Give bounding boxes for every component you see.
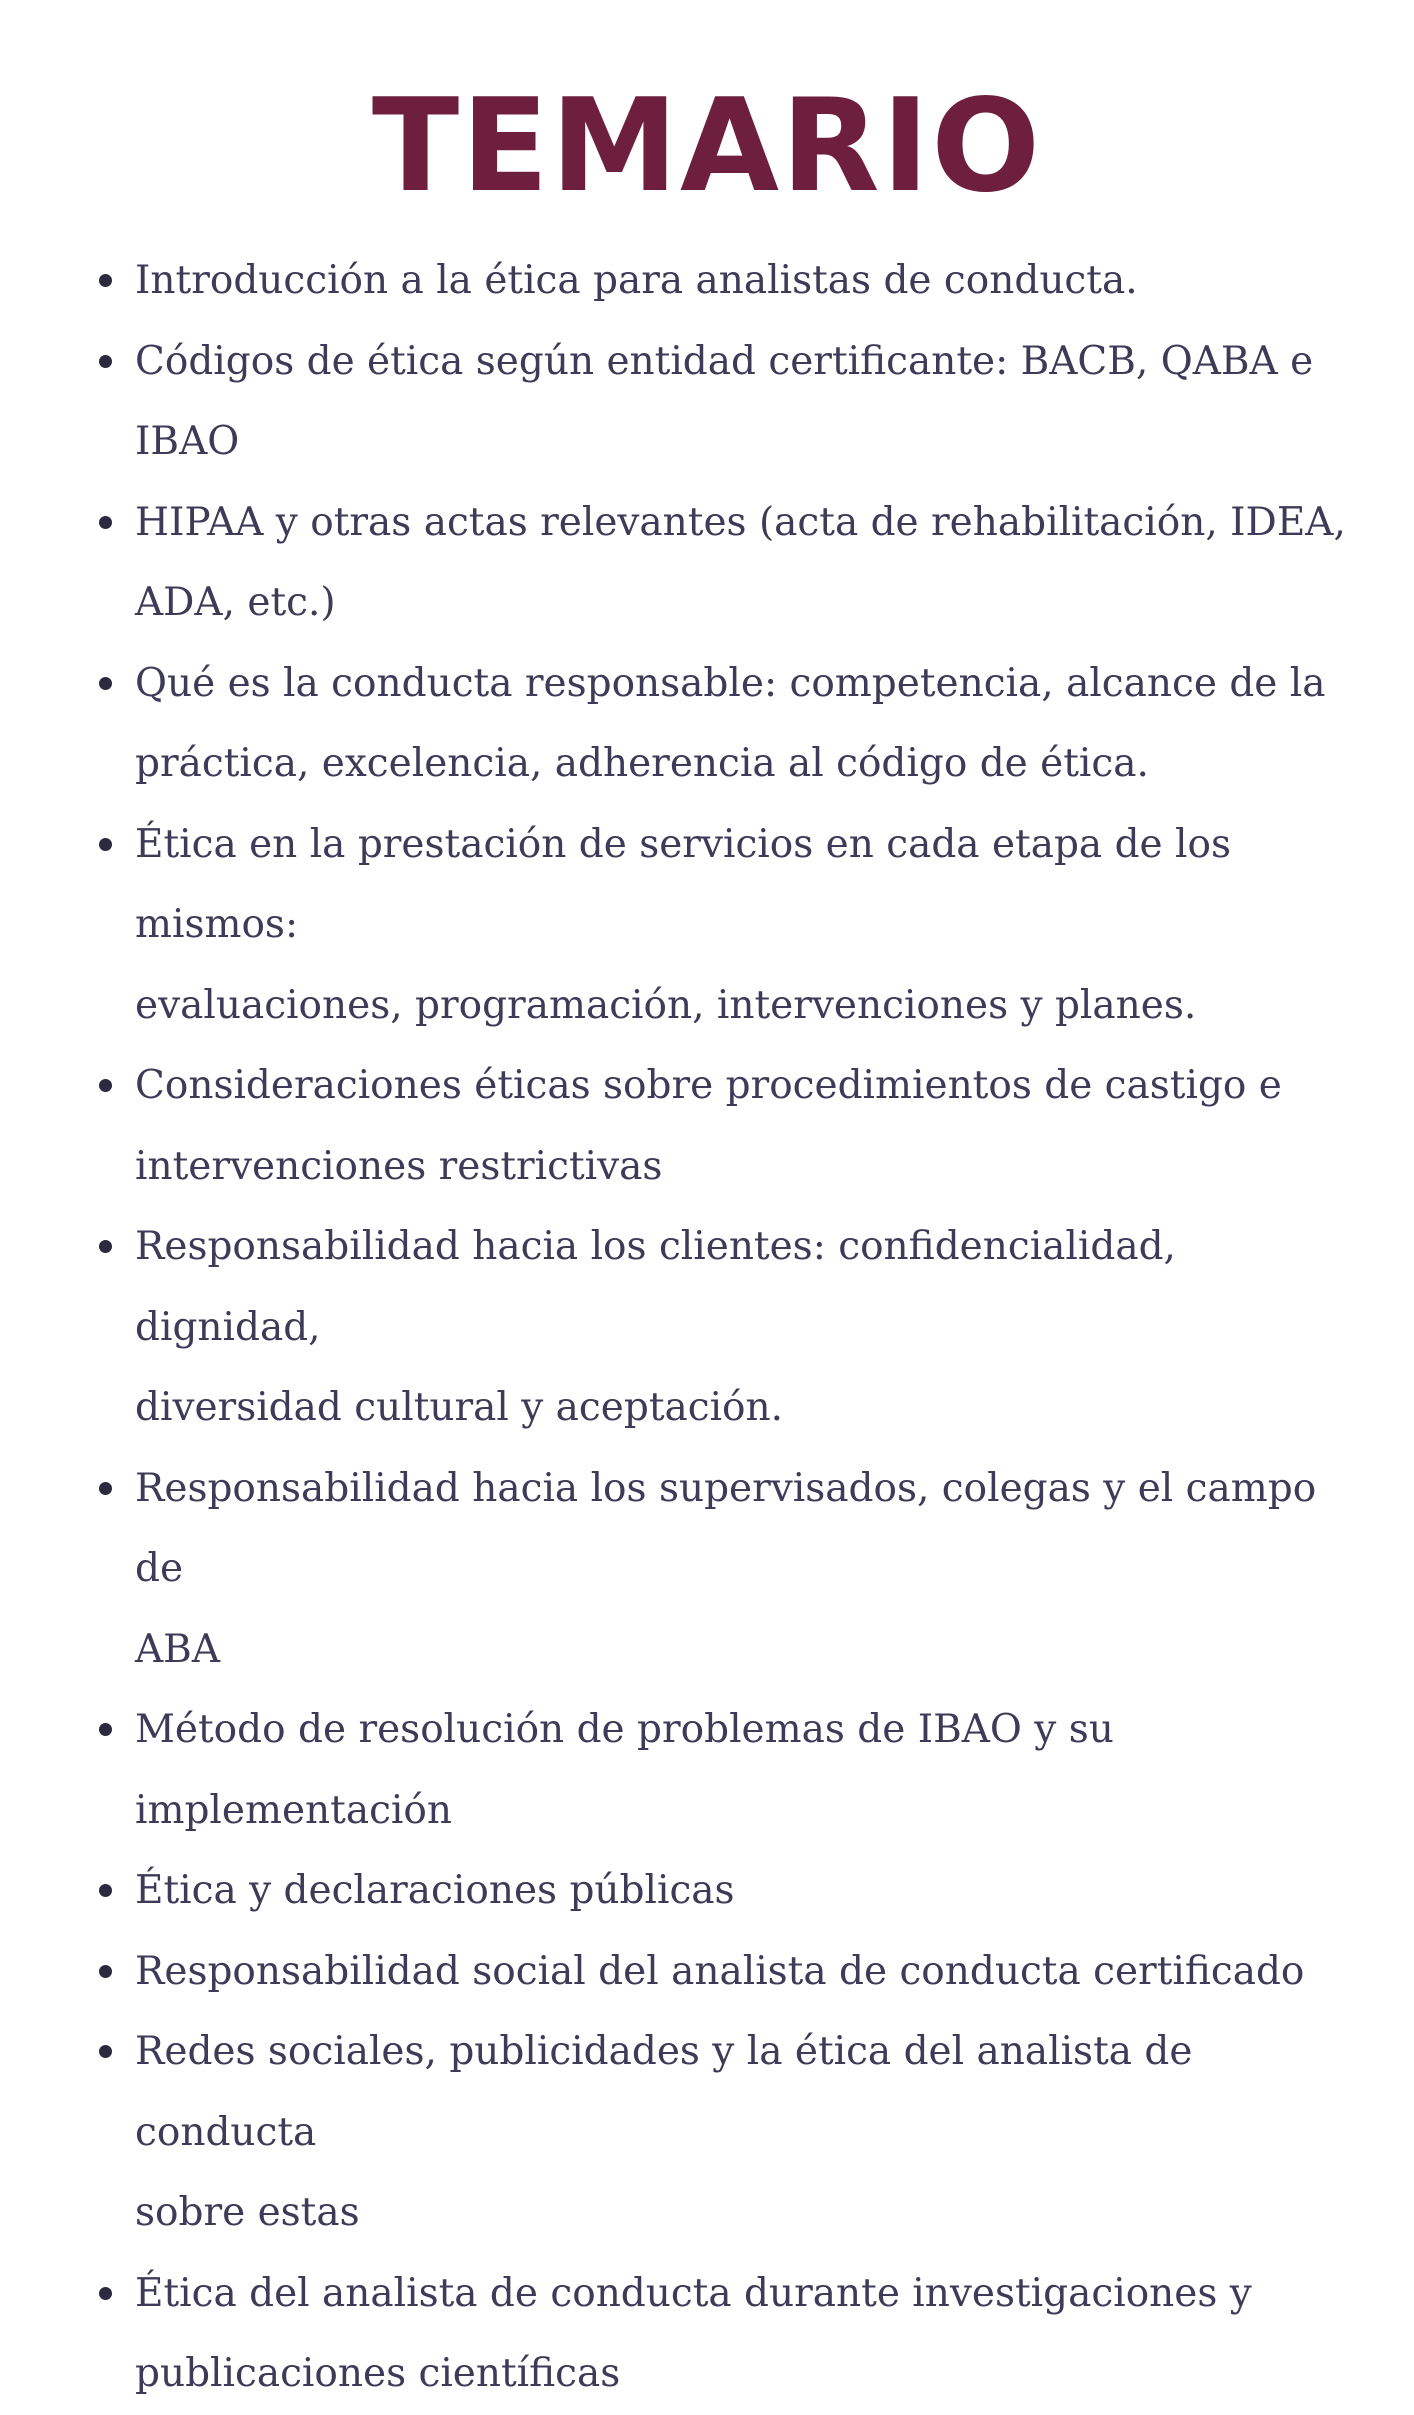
list-item-text: Introducción a la ética para analistas de conducta.	[135, 258, 1138, 303]
list-item-text: Responsabilidad social del analista de conducta certificado	[135, 1948, 1305, 1994]
list-item	[135, 1046, 1365, 1207]
list-item-text: HIPAA y otras actas relevantes (acta de rehabilitación, IDEA, ADA, etc.)	[135, 499, 1346, 625]
bullet-icon	[99, 274, 112, 287]
bullet-icon	[99, 1240, 112, 1253]
list-item	[135, 805, 1365, 1047]
list-item-text: Códigos de ética según entidad certificante: BACB, QABA e IBAO	[135, 338, 1314, 464]
bullet-icon	[99, 1079, 112, 1092]
topic-list	[135, 241, 1365, 2415]
list-item	[135, 2254, 1365, 2415]
list-item-text: Método de resolución de problemas de IBAO y su implementación	[135, 1707, 1114, 1833]
list-item	[135, 322, 1365, 483]
list-item-text: Ética y declaraciones públicas	[135, 1868, 735, 1913]
bullet-icon	[99, 838, 112, 851]
list-item-text: Responsabilidad hacia los supervisados, colegas y el campo de ABA	[135, 1465, 1317, 1672]
bullet-icon	[99, 516, 112, 529]
list-item-text: Qué es la conducta responsable: competencia, alcance de la práctica, excelencia, adherencia al código de ética.	[135, 660, 1326, 786]
list-item-text: Ética del analista de conducta durante investigaciones y publicaciones científicas	[135, 2270, 1252, 2396]
list-item	[135, 1851, 1365, 1932]
list-item-text: Ética en la prestación de servicios en cada etapa de los mismos: evaluaciones, programación, intervenciones y planes.	[135, 821, 1231, 1028]
bullet-icon	[99, 677, 112, 690]
list-item	[135, 2012, 1365, 2254]
bullet-icon	[99, 1884, 112, 1897]
list-item-text: Consideraciones éticas sobre procedimientos de castigo e intervenciones restrictivas	[135, 1063, 1282, 1189]
bullet-icon	[99, 2287, 112, 2300]
bullet-icon	[99, 1965, 112, 1978]
list-item	[135, 483, 1365, 644]
list-item	[135, 1207, 1365, 1449]
list-item	[135, 1690, 1365, 1851]
bullet-icon	[99, 355, 112, 368]
list-item-text: Redes sociales, publicidades y la ética del analista de conducta sobre estas	[135, 2029, 1193, 2235]
bullet-icon	[99, 1482, 112, 1495]
list-item	[135, 1449, 1365, 1691]
page-title: TEMARIO	[371, 72, 1043, 221]
list-item-text: Responsabilidad hacia los clientes: confidencialidad, dignidad, diversidad cultural y aceptación.	[135, 1224, 1176, 1430]
bullet-icon	[99, 2045, 112, 2058]
bullet-icon	[99, 1723, 112, 1736]
list-item	[135, 241, 1365, 322]
list-item	[135, 644, 1365, 805]
